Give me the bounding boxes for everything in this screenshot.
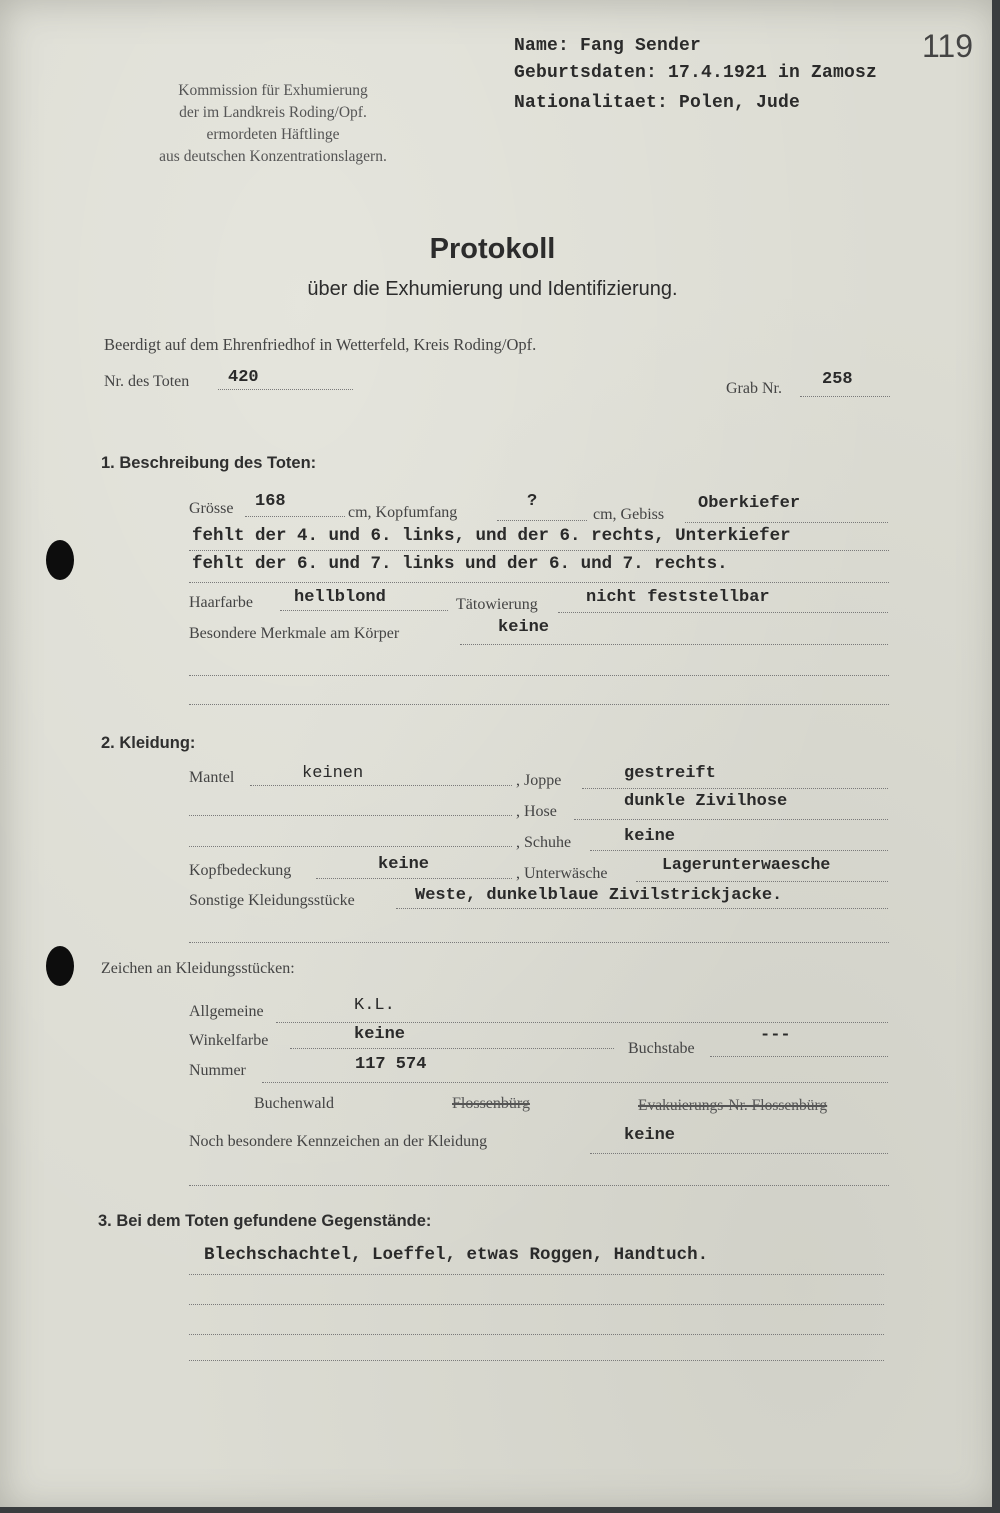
noch-value: keine — [624, 1126, 676, 1145]
document-subtitle: über die Exhumierung und Identifizierung. — [307, 278, 678, 300]
gebiss-dotline-3 — [189, 582, 889, 583]
grab-label: Grab Nr. — [726, 380, 782, 397]
schuhe-dotline — [590, 850, 888, 851]
kopfumfang-dotline — [497, 520, 587, 521]
grab-dotline — [800, 396, 890, 397]
haarfarbe-dotline — [280, 610, 448, 611]
merkmale-dotline-2 — [189, 675, 889, 676]
person-name: Name: Fang Sender — [514, 36, 702, 56]
person-birth: Geburtsdaten: 17.4.1921 in Zamosz — [514, 63, 878, 83]
gebiss-label: cm, Gebiss — [593, 506, 665, 523]
joppe-dotline — [582, 788, 888, 789]
buchenwald-label: Buchenwald — [254, 1095, 334, 1112]
taetowierung-label: Tätowierung — [456, 596, 538, 613]
grab-value: 258 — [822, 370, 853, 389]
commission-line-2: der im Landkreis Roding/Opf. — [179, 104, 367, 121]
section3-dotline-2 — [189, 1304, 884, 1305]
binder-hole-bottom — [46, 946, 74, 986]
allgemeine-dotline — [276, 1022, 888, 1023]
mantel-value: keinen — [302, 764, 364, 783]
merkmale-label: Besondere Merkmale am Körper — [189, 625, 400, 642]
section3-heading: 3. Bei dem Toten gefundene Gegenstände: — [98, 1212, 432, 1230]
haarfarbe-label: Haarfarbe — [189, 594, 253, 611]
section2-heading: 2. Kleidung: — [101, 734, 196, 752]
taetowierung-dotline — [558, 612, 888, 613]
unterwaesche-dotline — [636, 881, 888, 882]
nr-value: 420 — [228, 368, 259, 387]
schuhe-label: , Schuhe — [516, 834, 572, 851]
mantel-label: Mantel — [189, 769, 235, 786]
groesse-dotline — [245, 516, 345, 517]
buchstabe-label: Buchstabe — [628, 1040, 695, 1057]
flossenburg-struck: Flossenbürg — [452, 1095, 530, 1112]
section3-items: Blechschachtel, Loeffel, etwas Roggen, Handtuch. — [204, 1245, 709, 1265]
nummer-value: 117 574 — [355, 1055, 427, 1074]
allgemeine-label: Allgemeine — [189, 1003, 264, 1020]
document-title: Protokoll — [429, 233, 556, 265]
groesse-label: Grösse — [189, 500, 234, 517]
winkelfarbe-value: keine — [354, 1025, 406, 1044]
scan-edge-bottom — [0, 1507, 1000, 1513]
joppe-label: , Joppe — [516, 772, 562, 789]
sonstige-label: Sonstige Kleidungsstücke — [189, 892, 355, 909]
burial-text: Beerdigt auf dem Ehrenfriedhof in Wetterfeld, Kreis Roding/Opf. — [104, 335, 537, 354]
schuhe-left-dotline — [189, 846, 512, 847]
scan-edge-right — [992, 0, 1000, 1513]
sonstige-dotline — [396, 908, 888, 909]
gebiss-dotline — [685, 522, 888, 523]
buchstabe-dotline — [710, 1056, 888, 1057]
section3-dotline-1 — [189, 1274, 884, 1275]
commission-letterhead — [118, 80, 428, 168]
hose-value: dunkle Zivilhose — [624, 792, 788, 811]
person-nationality: Nationalitaet: Polen, Jude — [514, 93, 801, 113]
winkelfarbe-dotline — [290, 1048, 614, 1049]
haarfarbe-value: hellblond — [294, 588, 386, 607]
sonstige-value: Weste, dunkelblaue Zivilstrickjacke. — [415, 886, 783, 905]
section3-dotline-4 — [189, 1360, 884, 1361]
unterwaesche-value: Lagerunterwaesche — [662, 855, 831, 874]
section3-dotline-3 — [189, 1334, 884, 1335]
buchstabe-value: --- — [760, 1026, 791, 1045]
gebiss-line-3: fehlt der 6. und 7. links und der 6. und 7. rechts. — [192, 554, 728, 574]
hose-dotline — [574, 819, 888, 820]
gebiss-value: Oberkiefer — [698, 494, 801, 513]
section1-heading: 1. Beschreibung des Toten: — [101, 454, 317, 472]
marks-heading: Zeichen an Kleidungsstücken: — [101, 960, 295, 977]
commission-line-3: ermordeten Häftlinge — [206, 126, 340, 143]
schuhe-value: keine — [624, 827, 676, 846]
evakuierung-struck: Evakuierungs-Nr. Flossenbürg — [638, 1097, 828, 1114]
nummer-label: Nummer — [189, 1062, 246, 1079]
mantel-dotline — [250, 785, 512, 786]
joppe-value: gestreift — [624, 764, 716, 783]
kopfbedeckung-label: Kopfbedeckung — [189, 862, 292, 879]
kopfumfang-value: ? — [527, 492, 538, 511]
noch-dotline — [590, 1153, 888, 1154]
hose-label: , Hose — [516, 803, 557, 820]
merkmale-dotline — [460, 644, 888, 645]
allgemeine-value: K.L. — [354, 996, 395, 1015]
noch-dotline-2 — [189, 1185, 889, 1186]
merkmale-value: keine — [498, 618, 550, 637]
groesse-value: 168 — [255, 492, 286, 511]
commission-line-1: Kommission für Exhumierung — [178, 82, 368, 99]
kopfbedeckung-dotline — [316, 878, 512, 879]
taetowierung-value: nicht feststellbar — [586, 588, 770, 607]
gebiss-dotline-2 — [189, 550, 889, 551]
sonstige-dotline-2 — [189, 942, 889, 943]
kopfumfang-label: cm, Kopfumfang — [348, 504, 458, 521]
gebiss-line-2: fehlt der 4. und 6. links, und der 6. rechts, Unterkiefer — [192, 526, 791, 546]
merkmale-dotline-3 — [189, 704, 889, 705]
binder-hole-top — [46, 540, 74, 580]
nr-dotline — [218, 389, 353, 390]
page-number: 119 — [922, 28, 974, 64]
nummer-dotline — [262, 1082, 888, 1083]
kopfbedeckung-value: keine — [378, 855, 430, 874]
hose-left-dotline — [189, 815, 512, 816]
noch-label: Noch besondere Kennzeichen an der Kleidung — [189, 1133, 488, 1150]
unterwaesche-label: , Unterwäsche — [516, 865, 608, 882]
nr-label: Nr. des Toten — [104, 373, 190, 390]
commission-line-4: aus deutschen Konzentrationslagern. — [159, 148, 387, 165]
winkelfarbe-label: Winkelfarbe — [189, 1032, 269, 1049]
